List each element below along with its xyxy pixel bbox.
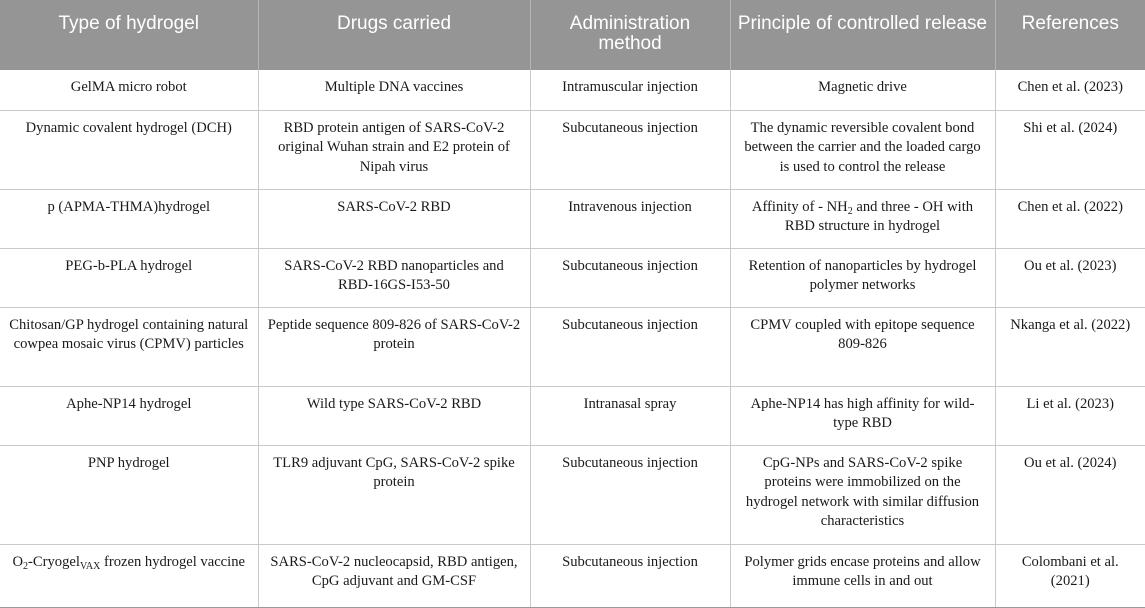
principle-text-start: Affinity of - NH — [751, 198, 848, 215]
cell-type: Chitosan/GP hydrogel containing natural cowpea mosaic virus (CPMV) particles — [0, 307, 258, 386]
table-row — [0, 70, 1145, 110]
subscript-2: 2 — [23, 560, 29, 572]
table-row — [0, 307, 1145, 386]
type-text-o: O — [12, 553, 24, 570]
cell-type: Dynamic covalent hydrogel (DCH) — [0, 110, 258, 189]
cell-type: PNP hydrogel — [0, 445, 258, 544]
cell-type: GelMA micro robot — [0, 70, 258, 110]
header-type-of-hydrogel: Type of hydrogel — [0, 0, 258, 70]
cell-reference: Nkanga et al. (2022) — [995, 307, 1145, 386]
cell-administration: Subcutaneous injection — [530, 248, 730, 307]
cell-reference: Shi et al. (2024) — [995, 110, 1145, 189]
cell-reference: Colombani et al. (2021) — [995, 544, 1145, 607]
cell-drugs: Peptide sequence 809-826 of SARS-CoV-2 protein — [258, 307, 530, 386]
cell-type: PEG-b-PLA hydrogel — [0, 248, 258, 307]
cell-drugs: RBD protein antigen of SARS-CoV-2 original Wuhan strain and E2 protein of Nipah virus — [258, 110, 530, 189]
cell-administration: Subcutaneous injection — [530, 544, 730, 607]
cell-drugs: Multiple DNA vaccines — [258, 70, 530, 110]
cell-principle — [730, 189, 995, 248]
cell-reference: Ou et al. (2024) — [995, 445, 1145, 544]
table-row — [0, 445, 1145, 544]
type-text-end: frozen hydrogel vaccine — [100, 553, 245, 570]
cell-reference: Chen et al. (2022) — [995, 189, 1145, 248]
cell-drugs: Wild type SARS-CoV-2 RBD — [258, 386, 530, 445]
header-references: References — [995, 0, 1145, 70]
cell-principle: Retention of nanoparticles by hydrogel polymer networks — [730, 248, 995, 307]
cell-type: Aphe-NP14 hydrogel — [0, 386, 258, 445]
subscript-vax: VAX — [79, 560, 101, 572]
cell-principle: The dynamic reversible covalent bond between the carrier and the loaded cargo is used to control the release — [730, 110, 995, 189]
type-text-cryogel: -Cryogel — [28, 553, 80, 570]
table-row — [0, 386, 1145, 445]
principle-text-end: and three - OH with RBD structure in hydrogel — [784, 198, 974, 234]
cell-reference: Li et al. (2023) — [995, 386, 1145, 445]
cell-drugs: SARS-CoV-2 RBD nanoparticles and RBD-16GS-I53-50 — [258, 248, 530, 307]
cell-reference: Chen et al. (2023) — [995, 70, 1145, 110]
header-row — [0, 0, 1145, 70]
table-row — [0, 248, 1145, 307]
cell-principle: Magnetic drive — [730, 70, 995, 110]
cell-reference: Ou et al. (2023) — [995, 248, 1145, 307]
cell-type — [0, 544, 258, 607]
cell-administration: Subcutaneous injection — [530, 445, 730, 544]
cell-type: p (APMA-THMA)hydrogel — [0, 189, 258, 248]
table-row — [0, 544, 1145, 607]
cell-administration: Subcutaneous injection — [530, 307, 730, 386]
cell-drugs: SARS-CoV-2 RBD — [258, 189, 530, 248]
cell-drugs: TLR9 adjuvant CpG, SARS-CoV-2 spike protein — [258, 445, 530, 544]
cell-administration: Subcutaneous injection — [530, 110, 730, 189]
cell-principle: Polymer grids encase proteins and allow immune cells in and out — [730, 544, 995, 607]
cell-administration: Intravenous injection — [530, 189, 730, 248]
header-principle-of-controlled-release: Principle of controlled release — [730, 0, 995, 70]
subscript-2: 2 — [847, 205, 853, 217]
table-row — [0, 110, 1145, 189]
cell-principle: CpG-NPs and SARS-CoV-2 spike proteins were immobilized on the hydrogel network with similar diffusion characteristics — [730, 445, 995, 544]
header-administration-method: Administration method — [530, 0, 730, 70]
table-row — [0, 189, 1145, 248]
cell-drugs: SARS-CoV-2 nucleocapsid, RBD antigen, CpG adjuvant and GM-CSF — [258, 544, 530, 607]
table-header — [0, 0, 1145, 70]
header-drugs-carried: Drugs carried — [258, 0, 530, 70]
table-body — [0, 70, 1145, 607]
cell-principle: CPMV coupled with epitope sequence 809-826 — [730, 307, 995, 386]
cell-administration: Intramuscular injection — [530, 70, 730, 110]
cell-principle: Aphe-NP14 has high affinity for wild-type RBD — [730, 386, 995, 445]
cell-administration: Intranasal spray — [530, 386, 730, 445]
